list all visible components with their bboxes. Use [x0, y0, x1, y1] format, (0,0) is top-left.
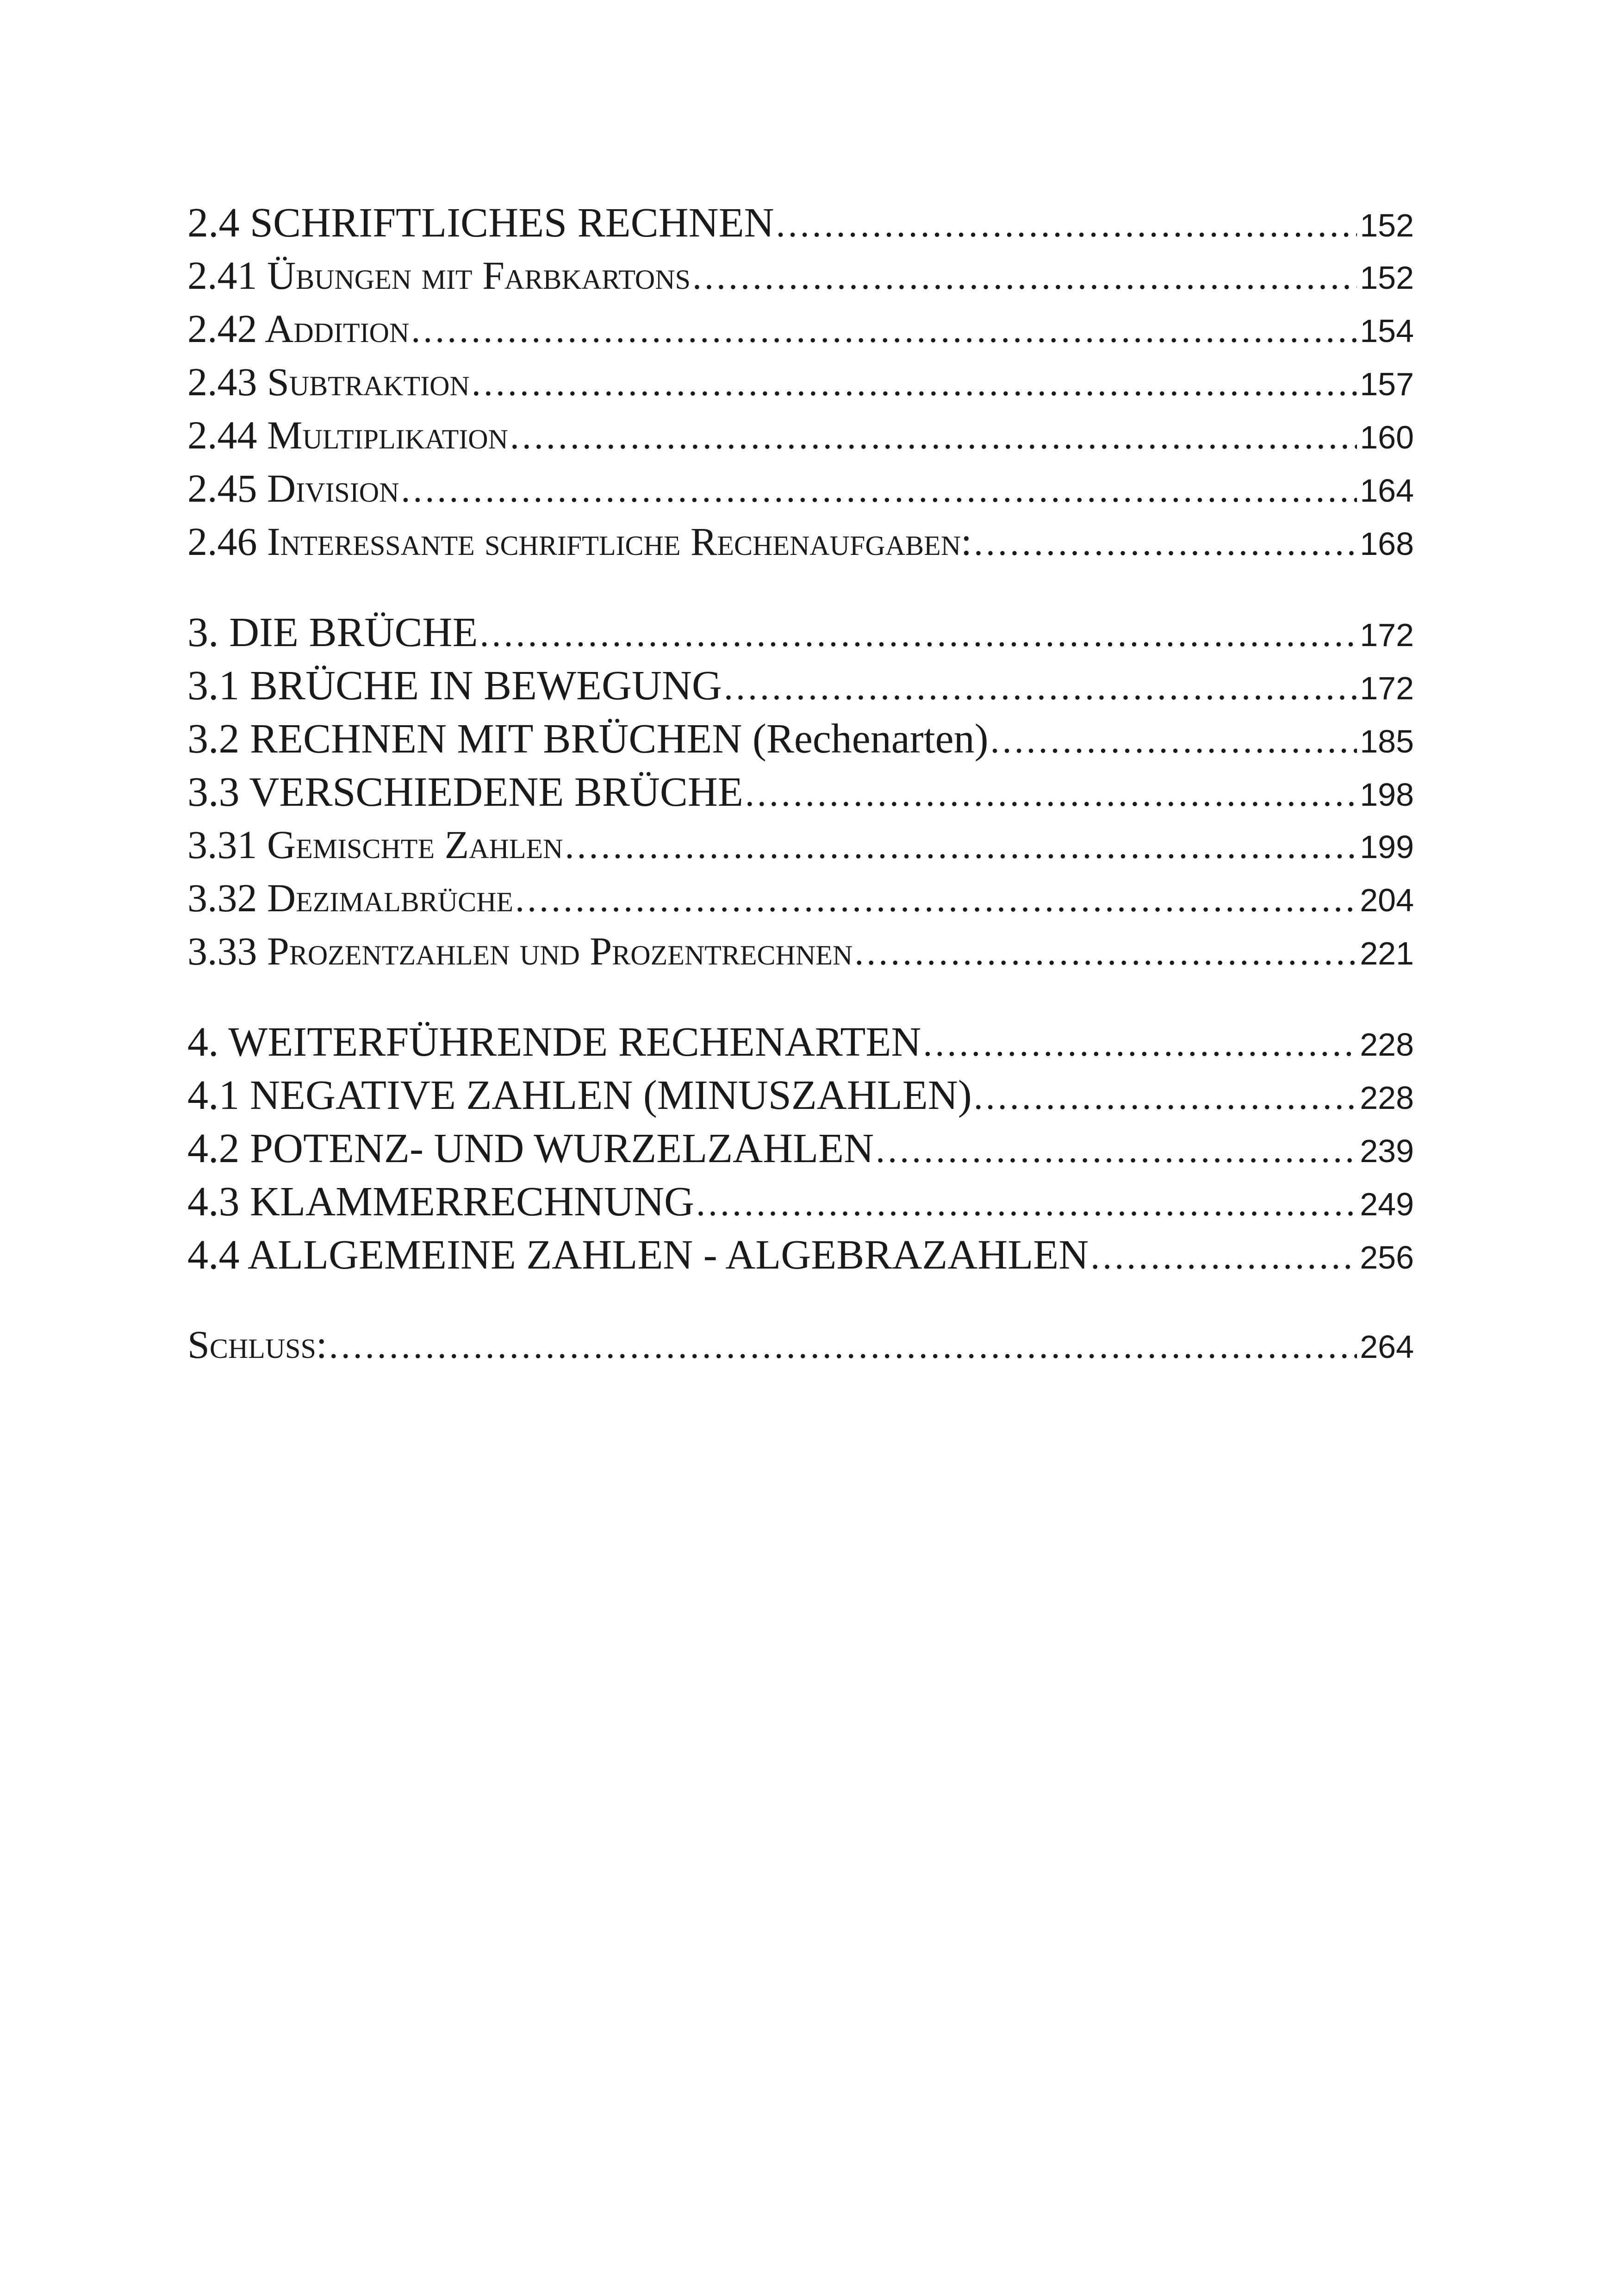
toc-entry-title: 3.1 BRÜCHE IN BEWEGUNG	[187, 663, 722, 709]
toc-entry-page: 239	[1360, 1133, 1414, 1169]
toc-entry	[187, 305, 1414, 359]
toc-entry	[187, 518, 1414, 572]
toc-entry-title: Schluss:	[187, 1322, 327, 1367]
toc-entry	[187, 199, 1414, 252]
toc-leader-dots	[745, 773, 1357, 815]
toc-leader-dots	[876, 1129, 1357, 1171]
toc-entry-title: 4. WEITERFÜHRENDE RECHENARTEN	[187, 1019, 921, 1065]
toc-entry-page: 168	[1360, 526, 1414, 562]
toc-entry-page: 172	[1360, 670, 1414, 706]
toc-leader-dots	[329, 1325, 1357, 1367]
toc-leader-dots	[696, 1182, 1357, 1225]
toc-leader-dots	[776, 204, 1357, 246]
toc-entry-title: 2.46 Interessante schriftliche Rechenaufgaben:	[187, 519, 972, 564]
toc-entry-title: 2.44 Multiplikation	[187, 413, 508, 457]
section-spacer	[187, 572, 1414, 609]
toc-entry	[187, 465, 1414, 518]
toc-entry	[187, 252, 1414, 305]
toc-entry-title: 3.31 Gemischte Zahlen	[187, 822, 563, 867]
toc-entry-title: 3.33 Prozentzahlen und Prozentrechnen	[187, 929, 853, 973]
toc-entry-title: 3. DIE BRÜCHE	[187, 610, 478, 655]
toc-entry	[187, 768, 1414, 821]
toc-entry	[187, 609, 1414, 662]
toc-leader-dots	[565, 825, 1357, 867]
toc-leader-dots	[974, 1076, 1357, 1118]
toc-entry-page: 185	[1360, 723, 1414, 759]
toc-leader-dots	[854, 932, 1357, 974]
toc-entry	[187, 928, 1414, 981]
toc-entry-title: 4.3 KLAMMERRECHNUNG	[187, 1179, 695, 1225]
toc-entry	[187, 875, 1414, 928]
toc-entry	[187, 412, 1414, 465]
toc-entry-title: 3.32 Dezimalbrüche	[187, 876, 514, 920]
toc-entry-page: 172	[1360, 617, 1414, 653]
toc-entry-page: 157	[1360, 366, 1414, 402]
toc-leader-dots	[923, 1023, 1357, 1065]
toc-entry-page: 221	[1360, 935, 1414, 971]
toc-entry-title: 3.3 VERSCHIEDENE BRÜCHE	[187, 769, 743, 815]
toc-entry-page: 198	[1360, 777, 1414, 813]
toc-entry-page: 154	[1360, 313, 1414, 349]
toc-leader-dots	[510, 416, 1357, 458]
toc-entry-page: 228	[1360, 1080, 1414, 1116]
toc-entry-title: 4.2 POTENZ- UND WURZELZAHLEN	[187, 1126, 874, 1171]
toc-leader-dots	[990, 720, 1357, 762]
toc-entry	[187, 821, 1414, 875]
toc-entry-title: 2.41 Übungen mit Farbkartons	[187, 253, 691, 298]
toc-entry	[187, 1125, 1414, 1178]
toc-entry	[187, 1321, 1414, 1375]
toc-entry-title: 2.45 Division	[187, 466, 399, 510]
section-spacer	[187, 1284, 1414, 1321]
toc-entry	[187, 662, 1414, 715]
toc-entry-title: 2.4 SCHRIFTLICHES RECHNEN	[187, 200, 774, 246]
toc-entry-page: 256	[1360, 1239, 1414, 1276]
toc-entry-title: 2.43 Subtraktion	[187, 360, 470, 404]
toc-entry-page: 199	[1360, 829, 1414, 865]
toc-entry-page: 204	[1360, 882, 1414, 918]
table-of-contents	[187, 199, 1414, 1375]
toc-leader-dots	[515, 878, 1357, 921]
toc-entry-page: 249	[1360, 1186, 1414, 1222]
section-spacer	[187, 981, 1414, 1018]
toc-entry-title: 4.1 NEGATIVE ZAHLEN (MINUSZAHLEN)	[187, 1072, 972, 1118]
toc-entry-page: 228	[1360, 1027, 1414, 1063]
toc-entry-title: 4.4 ALLGEMEINE ZAHLEN - ALGEBRAZAHLEN	[187, 1232, 1089, 1278]
toc-leader-dots	[401, 469, 1357, 511]
toc-entry	[187, 1231, 1414, 1284]
toc-leader-dots	[974, 522, 1357, 564]
toc-leader-dots	[692, 256, 1357, 298]
toc-leader-dots	[1090, 1236, 1357, 1278]
toc-entry-title: 3.2 RECHNEN MIT BRÜCHEN (Rechenarten)	[187, 716, 989, 762]
toc-leader-dots	[472, 362, 1357, 404]
toc-leader-dots	[480, 613, 1357, 655]
toc-leader-dots	[411, 309, 1357, 351]
toc-entry	[187, 1071, 1414, 1125]
toc-entry-page: 152	[1360, 207, 1414, 243]
toc-entry	[187, 1178, 1414, 1231]
toc-entry	[187, 1018, 1414, 1071]
toc-entry-page: 160	[1360, 419, 1414, 455]
toc-entry-page: 152	[1360, 260, 1414, 296]
toc-entry-title: 2.42 Addition	[187, 306, 410, 351]
toc-entry-page: 164	[1360, 473, 1414, 509]
toc-entry	[187, 715, 1414, 768]
toc-entry-page: 264	[1360, 1329, 1414, 1365]
toc-leader-dots	[724, 666, 1357, 709]
toc-entry	[187, 359, 1414, 412]
